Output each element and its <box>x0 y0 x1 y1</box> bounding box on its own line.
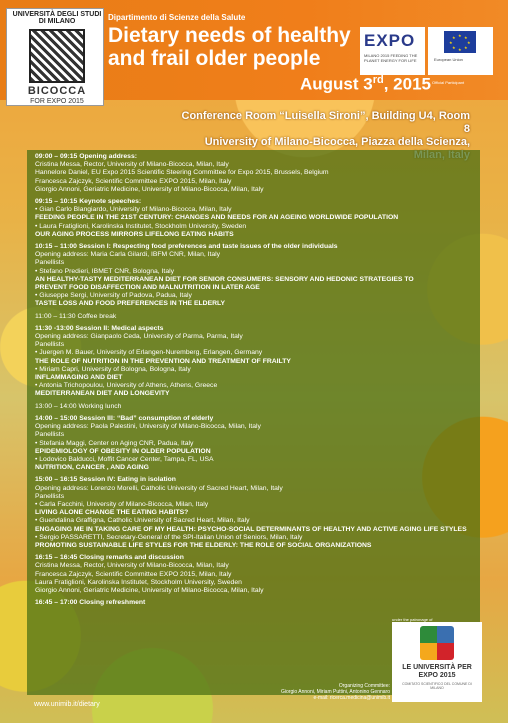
program-line: INFLAMMAGING AND DIET <box>35 374 123 382</box>
program-line: Opening address: Lorenzo Morelli, Catholic University of Sacred Heart, Milan, Italy <box>35 484 283 492</box>
venue-block <box>180 110 480 150</box>
program-line: MEDITERRANEAN DIET AND LONGEVITY <box>35 390 170 398</box>
logo-expo-text: FOR EXPO 2015 <box>30 98 84 105</box>
official-participant-label: Official Participant <box>432 80 465 85</box>
program-line: 13:00 – 14:00 Working lunch <box>35 402 122 410</box>
program-line: 14:00 – 15:00 Session III: “Bad” consumption of elderly <box>35 414 214 422</box>
footer-url-link[interactable]: www.unimib.it/dietary <box>34 701 100 708</box>
program-line: • Laura Fratiglioni, Karolinska Institutet, Stockholm University, Sweden <box>35 222 247 230</box>
program-line: • Stefano Predieri, IBMET CNR, Bologna, Italy <box>35 267 175 275</box>
patronage-subtitle: COMITATO SCIENTIFICO DEL COMUNE DI MILANO <box>402 682 472 690</box>
program-block <box>35 403 475 411</box>
university-seal-icon <box>29 29 85 83</box>
program-line: • Gian Carlo Blangiardo, University of Milano-Bicocca, Milan, Italy <box>35 206 232 214</box>
date-day: August 3 <box>300 74 373 94</box>
program-line: Opening address: Maria Carla Gilardi, IBFM CNR, Milan, Italy <box>35 251 221 259</box>
program-list <box>35 153 475 611</box>
program-block <box>35 599 475 607</box>
program-line: Panellists <box>35 492 65 500</box>
program-line: EPIDEMIOLOGY OF OBESITY IN OLDER POPULATION <box>35 447 211 455</box>
program-block <box>35 476 475 550</box>
logo-university-text: UNIVERSITÀ DEGLI STUDI DI MILANO <box>12 11 102 25</box>
venue-line: Conference Room “Luisella Sironi”, Building U4, Room 8 <box>181 110 470 135</box>
date-year: , 2015 <box>383 74 431 94</box>
eu-label: European Union <box>434 57 463 62</box>
patronage-label: under the patronage of <box>392 617 433 622</box>
program-line: • Lodovico Balducci, Moffit Cancer Center, Tampa, FL, USA <box>35 455 214 463</box>
program-line: • Miriam Capri, University of Bologna, Bologna, Italy <box>35 365 191 373</box>
program-line: Francesca Zajczyk, Scientific Committee EXPO 2015, Milan, Italy <box>35 177 232 185</box>
program-line: NUTRITION, CANCER , AND AGING <box>35 464 149 472</box>
eu-logo <box>428 27 493 75</box>
program-block <box>35 325 475 399</box>
program-line: 16:15 – 16:45 Closing remarks and discussion <box>35 554 184 562</box>
organizers-email[interactable]: e-mail: ricerca.medicina@unimib.it <box>313 695 390 701</box>
department-name: Dipartimento di Scienze della Salute <box>108 13 246 22</box>
program-line: OUR AGING PROCESS MIRRORS LIFELONG EATING HABITS <box>35 230 234 238</box>
program-line: THE ROLE OF NUTRITION IN THE PREVENTION AND TREATMENT OF FRAILTY <box>35 357 291 365</box>
page-title: Dietary needs of healthy and frail older people <box>108 24 351 70</box>
program-block <box>35 243 475 309</box>
program-line: 09:00 – 09:15 Opening address: <box>35 153 137 160</box>
program-line: • Sergio PASSARETTI, Secretary-General of the SPI-Italian Union of Seniors, Milan, Italy <box>35 533 303 541</box>
program-block <box>35 198 475 239</box>
program-line: • Juergen M. Bauer, University of Erlangen-Nuremberg, Erlangen, Germany <box>35 349 263 357</box>
program-line: Francesca Zajczyk, Scientific Committee EXPO 2015, Milan, Italy <box>35 570 232 578</box>
program-line: Opening address: Paola Palestini, University of Milano-Bicocca, Milan, Italy <box>35 423 261 431</box>
organizers-names: Giorgio Annoni, Miriam Puttini, Antonino Gennaro <box>281 689 390 695</box>
program-line: TASTE LOSS AND FOOD PREFERENCES IN THE ELDERLY <box>35 300 226 308</box>
program-block <box>35 313 475 321</box>
patronage-title: LE UNIVERSITÀ PER EXPO 2015 <box>402 664 472 679</box>
university-logo <box>6 8 104 106</box>
program-line: Cristina Messa, Rector, University of Milano-Bicocca, Milan, Italy <box>35 161 229 169</box>
program-line: Giorgio Annoni, Geriatric Medicine, University of Milano-Bicocca, Milan, Italy <box>35 586 264 594</box>
organizing-committee <box>230 683 390 701</box>
program-line: 11:00 – 11:30 Coffee break <box>35 312 117 320</box>
program-line: Panellists <box>35 431 65 439</box>
eu-flag-icon: ★ ★ ★ ★ ★ ★ ★ ★ <box>444 31 476 53</box>
program-line: Hannelore Daniel, EU Expo 2015 Scientific Steering Committee for Expo 2015, Brussels, Belgium <box>35 169 329 177</box>
program-block <box>35 554 475 595</box>
program-line: Panellists <box>35 341 65 349</box>
expo-subtitle: MILANO 2015 FEEDING THE PLANET ENERGY FOR LIFE <box>364 53 418 63</box>
date-suffix: rd <box>372 74 384 86</box>
program-block <box>35 415 475 472</box>
program-line: Opening address: Gianpaolo Ceda, University of Parma, Parma, Italy <box>35 333 243 341</box>
header-banner <box>0 0 508 105</box>
program-line: • Carla Facchini, University of Milano-Bicocca, Milan, Italy <box>35 500 209 508</box>
program-line: • Guendalina Graffigna, Catholic University of Sacred Heart, Milan, Italy <box>35 517 250 525</box>
logo-bicocca-text: BICOCCA <box>27 85 87 97</box>
patronage-mark-icon <box>420 626 454 660</box>
program-line: Panellists <box>35 259 65 267</box>
program-line: AN HEALTHY-TASTY MEDITERRANEAN DIET FOR SENIOR CONSUMERS: SENSORY AND HEDONIC STRATEGIES TO <box>35 275 414 283</box>
expo-logo <box>360 27 425 75</box>
program-line: 09:15 – 10:15 Keynote speeches: <box>35 198 142 206</box>
program-line: FEEDING PEOPLE IN THE 21ST CENTURY: CHANGES AND NEEDS FOR AN AGEING WORLDWIDE POPULATION <box>35 214 399 222</box>
program-line: ENGAGING ME IN TAKING CARE OF MY HEALTH: PSYCHO-SOCIAL DETERMINANTS OF HEALTHY AND ACTIVE AGING LIFE STYLES <box>35 525 467 533</box>
program-line: 10:15 – 11:00 Session I: Respecting food preferences and taste issues of the older individuals <box>35 243 338 251</box>
program-line: 15:00 – 16:15 Session IV: Eating in isolation <box>35 476 176 484</box>
program-line: 16:45 – 17:00 Closing refreshment <box>35 599 146 607</box>
organizers-heading: Organizing Committee: <box>338 683 390 689</box>
program-line: Laura Fratiglioni, Karolinska Institutet, Stockholm University, Sweden <box>35 578 242 586</box>
program-line: • Antonia Trichopoulou, University of Athens, Athens, Greece <box>35 382 218 390</box>
event-date <box>300 74 431 95</box>
program-line: Giorgio Annoni, Geriatric Medicine, University of Milano-Bicocca, Milan, Italy <box>35 185 264 193</box>
program-line: LIVING ALONE CHANGE THE EATING HABITS? <box>35 509 189 517</box>
program-line: 11:30 -13:00 Session II: Medical aspects <box>35 324 164 332</box>
program-line: • Giuseppe Sergi, University of Padova, Padua, Italy <box>35 292 192 300</box>
patronage-logo <box>392 622 482 702</box>
venue-line: University of Milano-Bicocca, Piazza della Scienza, <box>204 136 470 148</box>
program-line: PREVENT FOOD DISAFFECTION AND MALNUTRITION IN LATER AGE <box>35 284 260 292</box>
program-line: PROMOTING SUSTAINABLE LIFE STYLES FOR THE ELDERLY: THE ROLE OF SOCIAL ORGANIZATIONS <box>35 541 372 549</box>
expo-word: EXPO <box>364 31 416 50</box>
program-line: • Stefania Maggi, Center on Aging CNR, Padua, Italy <box>35 439 194 447</box>
program-block <box>35 153 475 194</box>
program-line: Cristina Messa, Rector, University of Milano-Bicocca, Milan, Italy <box>35 562 229 570</box>
